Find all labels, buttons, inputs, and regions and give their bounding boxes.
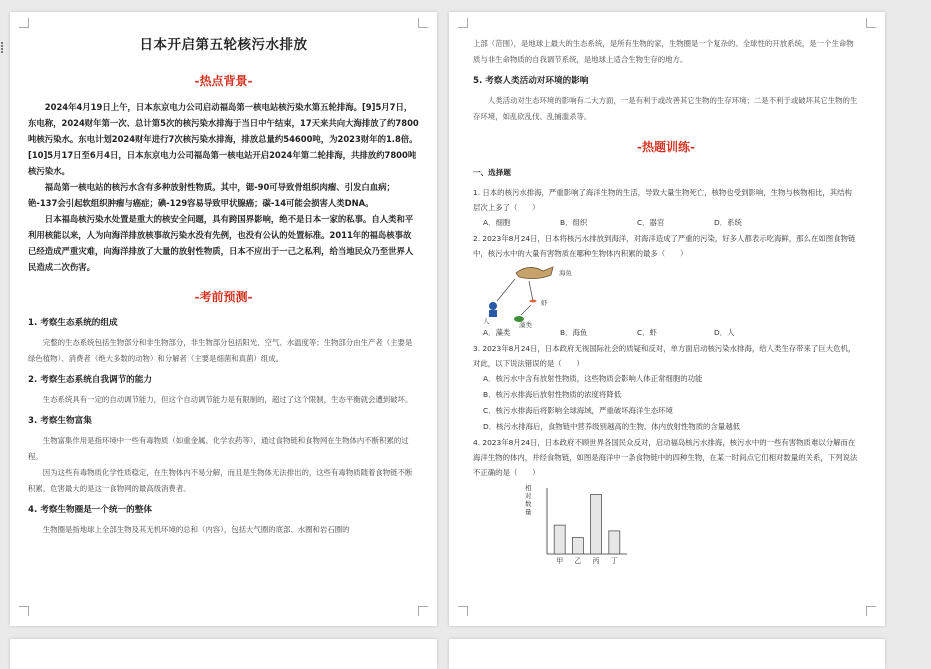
chart-canvas xyxy=(513,482,673,564)
option: D．人 xyxy=(714,328,735,337)
option: C．核污水排海后将影响全球海域，严重破坏海洋生态环境 xyxy=(483,406,673,415)
x-tick-label: 甲 xyxy=(556,557,564,564)
paragraph: 2024年4月19日上午，日本东京电力公司启动福岛第一核电站核污染水第五轮排海。[9]5月7日，东电称，2024财年第一次、总计第5次的核污染水排海于当日中午结束，17天来共向大海排放了约7800吨核污染水。东电计划2024财年进行7次核污染水排海，排放总量约54600吨，为2023财年的1.8倍。[10]5月17日至6月4日，日本东京电力公司福岛第一核电站开启2024年第二轮排海，共排放约7800吨核污染水。 xyxy=(28,102,419,176)
question-stem: 1. 日本的核污水排海，严重影响了海洋生物的生活，导致大量生物死亡，核物也受到影响，生物与核物相比，其结构层次上多了（ ） xyxy=(473,188,852,212)
paragraph: 生态系统具有一定的自动调节能力，但这个自动调节能力是有限制的，超过了这个限制，生态平衡就会遭到破坏。 xyxy=(42,395,413,404)
paragraph: 上部（范围），是地球上最大的生态系统，是所有生物的家，生物圈是一个复杂的、全球性的开放系统，是一个生命物质与非生命物质的自我调节系统，是地球上适合生物生存的地方。 xyxy=(473,39,854,64)
item-heading: 5. 考察人类活动对环境的影响 xyxy=(473,76,589,86)
section-heading-exam-prediction: -考前预测- xyxy=(194,290,253,304)
document-page-2 xyxy=(449,12,885,626)
food-chain-illustration xyxy=(481,261,601,325)
x-tick-label: 丁 xyxy=(610,557,618,564)
option: A．核污水中含有放射性物质，这些物质会影响人体正常细胞的功能 xyxy=(483,374,703,383)
question-stem: 4. 2023年8月24日，日本政府不顾世界各国民众反对，启动福岛核污水排海，核污水中的一些有害物质难以分解而在海洋生物的体内，并经食物链，如图是海洋中一条食物链中的四种生物，在某一时间点它们相对数量的关系，下列说法不正确的是（ ） xyxy=(473,438,858,477)
food-chain-figure xyxy=(473,261,859,329)
paragraph: 生物圈是指地球上全部生物及其无机环境的总和（内容），包括大气圈的底部、水圈和岩石圈的 xyxy=(42,525,350,534)
person-body xyxy=(489,310,497,317)
arrow-line xyxy=(529,281,533,301)
paragraph: 生物富集作用是指环境中一些有毒物质（如重金属、化学农药等），通过食物链和食物网在生物体内不断积累的过程。 xyxy=(28,436,409,461)
paragraph: 因为这些有毒物质化学性质稳定，在生物体内不易分解，而且是生物体无法排出的，这些有毒物质随着食物链不断积累，危害最大的是这一食物网的最高级消费者。 xyxy=(28,468,413,493)
question-stem: 3. 2023年8月24日，日本政府无视国际社会的质疑和反对，单方面启动核污染水排海，给人类生存带来了巨大危机，对此，以下说法错误的是（ ） xyxy=(473,344,856,368)
arrow-line xyxy=(521,305,531,315)
corner-mark xyxy=(19,18,29,28)
shrimp-label: 虾 xyxy=(541,299,548,307)
question-type-label: 一、选择题 xyxy=(473,168,511,177)
option: D．核污水排海后，食物链中营养级别越高的生物，体内放射性物质的含量越低 xyxy=(483,422,740,431)
option: B．海鱼 xyxy=(560,328,588,337)
bar xyxy=(609,531,620,554)
option-row xyxy=(473,215,859,231)
human-label: 人 xyxy=(483,317,490,325)
document-page-3 xyxy=(10,639,437,669)
section-heading-hot-background: -热点背景- xyxy=(194,74,253,88)
option: C．虾 xyxy=(637,328,657,337)
bar xyxy=(572,538,583,555)
bar-chart xyxy=(473,482,859,564)
bar xyxy=(554,525,565,554)
bar xyxy=(591,495,602,554)
item-heading: 4. 考察生物圈是一个统一的整体 xyxy=(28,505,152,515)
option: B．核污水排海后放射性物质的浓度将降低 xyxy=(483,390,622,399)
corner-mark xyxy=(418,606,428,616)
paragraph: 福岛第一核电站的核污水含有多种放射性物质。其中，锶-90可导致骨组织肉瘤、引发白血病；铯-137会引起软组织肿瘤与癌症；碘-129容易导致甲状腺癌；碳-14可能会损害人类DNA。 xyxy=(28,182,395,208)
drag-grip-icon[interactable] xyxy=(1,41,7,53)
corner-mark xyxy=(458,606,468,616)
corner-mark xyxy=(866,18,876,28)
question-stem: 2. 2023年8月24日，日本将核污水排放到海洋，对海洋造成了严重的污染，好多人都表示吃海鲜，那么在如图食物链中，核污水中的大量有害物质在哪种生物体内积累的最多（ ） xyxy=(473,234,856,258)
option: A．细胞 xyxy=(483,218,511,227)
paragraph: 日本福岛核污染水处置是重大的核安全问题，具有跨国界影响，绝不是日本一家的私事。自人类和平利用核能以来，人为向海洋排放核事故污染水没有先例，也没有公认的处置标准。2011年的福岛核事故已经造成严重灾难，向海洋排放了大量的放射性物质，日本不应出于一己之私利，给当地民众乃至世界人民造成二次伤害。 xyxy=(28,214,414,272)
document-title: 日本开启第五轮核污水排放 xyxy=(139,37,308,53)
shrimp-icon xyxy=(529,300,537,303)
item-heading: 2. 考察生态系统自我调节的能力 xyxy=(28,375,152,385)
x-tick-label: 丙 xyxy=(592,557,600,564)
arrow-line xyxy=(497,279,515,301)
item-heading: 3. 考察生物富集 xyxy=(28,416,92,426)
option: B．组织 xyxy=(560,218,588,227)
corner-mark xyxy=(458,18,468,28)
document-page-1 xyxy=(10,12,437,626)
corner-mark xyxy=(19,606,29,616)
corner-mark xyxy=(866,606,876,616)
paragraph: 完整的生态系统包括生物部分和非生物部分，非生物部分包括阳光、空气、水温度等；生物部分由生产者（主要是绿色植物）、消费者（绝大多数的动物）和分解者（主要是细菌和真菌）组成。 xyxy=(28,338,413,363)
person-icon xyxy=(489,302,497,310)
fish-icon xyxy=(516,267,553,279)
item-heading: 1. 考察生态系统的组成 xyxy=(28,318,118,328)
option: D．系统 xyxy=(714,218,742,227)
option: C．器官 xyxy=(637,218,665,227)
algae-label: 藻类 xyxy=(519,321,532,329)
x-tick-label: 乙 xyxy=(574,557,582,564)
option: A．藻类 xyxy=(483,328,511,337)
chart-ylabel: 相对数量 xyxy=(525,484,532,516)
document-page-4 xyxy=(449,639,885,669)
section-heading-training: -热题训练- xyxy=(637,140,695,154)
fish-label: 海鱼 xyxy=(559,269,572,277)
paragraph: 人类活动对生态环境的影响有二大方面，一是有利于或改善其它生物的生存环境；二是不利于或破坏其它生物的生存环境，如乱砍乱伐、乱捕滥杀等。 xyxy=(473,96,858,121)
corner-mark xyxy=(418,18,428,28)
